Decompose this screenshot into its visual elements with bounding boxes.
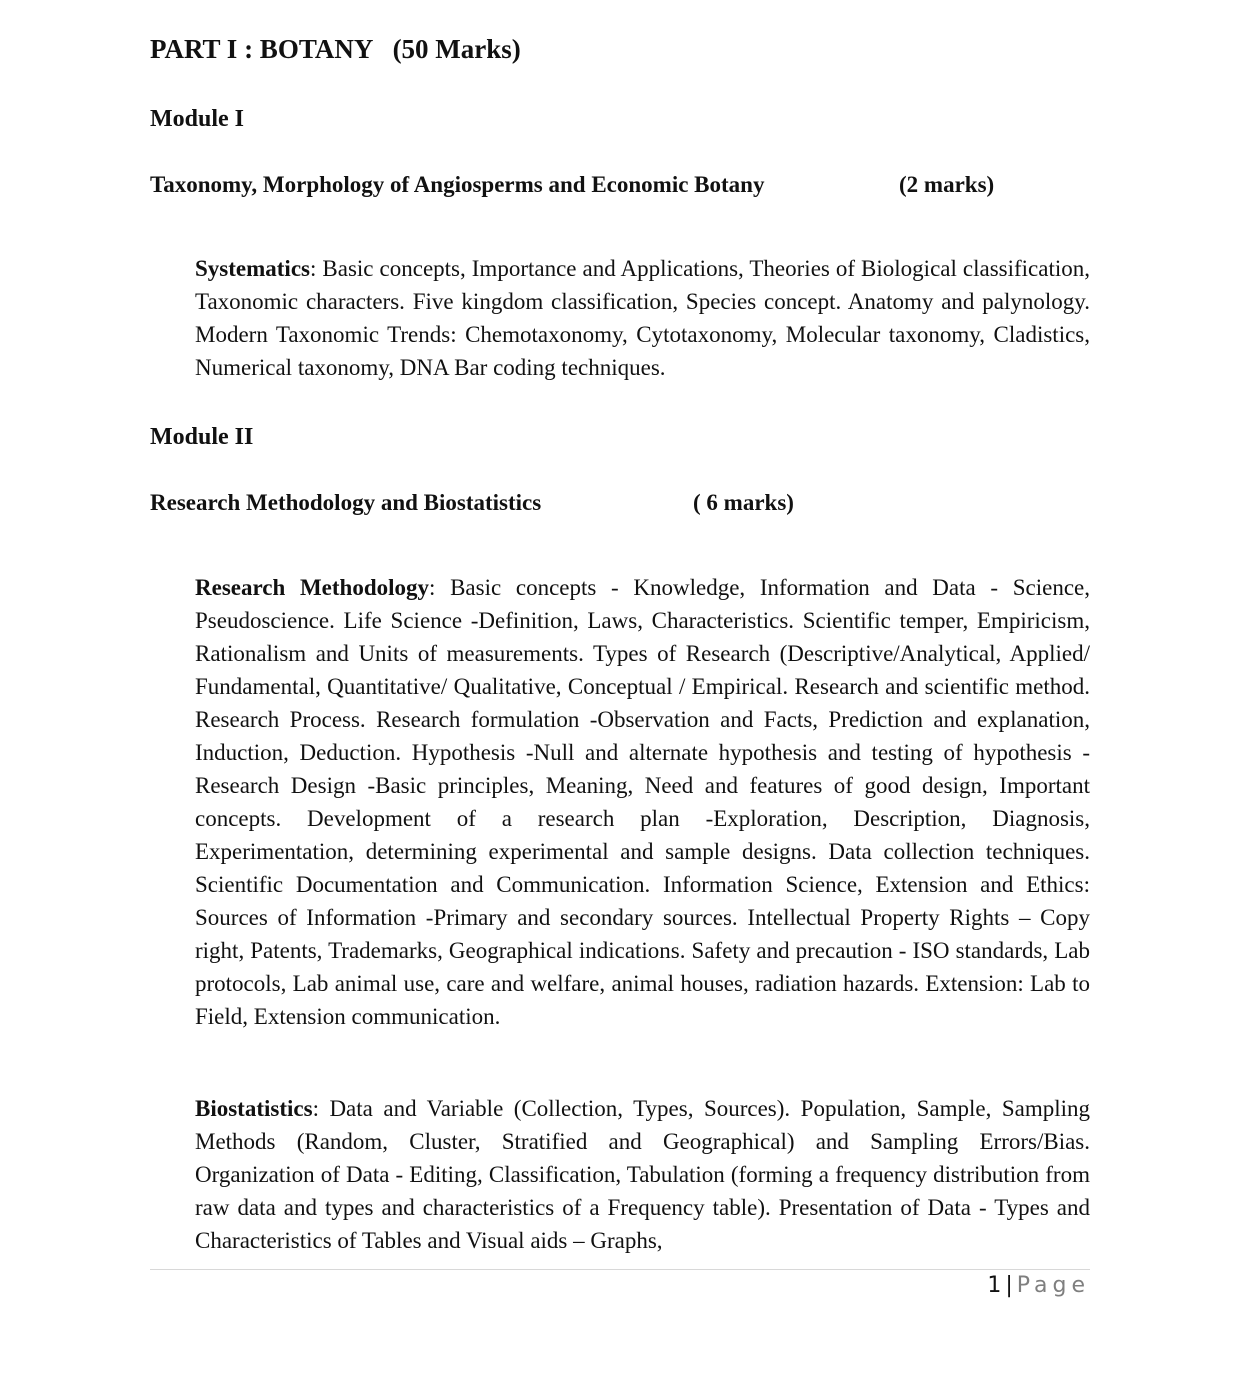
page-footer — [987, 1273, 1090, 1298]
research-methodology-lead: Research Methodology — [195, 575, 430, 600]
biostatistics-paragraph — [195, 1092, 1090, 1257]
footer-divider — [150, 1269, 1090, 1270]
page-number: 1 — [987, 1273, 1002, 1298]
footer-separator: | — [1005, 1273, 1013, 1298]
research-methodology-text: : Basic concepts - Knowledge, Information and Data - Science, Pseudoscience. Life Science -Definition, Laws, Characteristics. Scientific temper, Empiricism, Rationalism and Units of measurements. Types of Research (Descriptive/Analytical, Applied/ Fundamental, Quantitative/ Qualitative, Conceptual / Empirical. Research and scientific method. Research Process. Research formulation -Observation and Facts, Prediction and explanation, Induction, Deduction. Hypothesis -Null and alternate hypothesis and testing of hypothesis - Research Design -Basic principles, Meaning, Need and features of good design, Important concepts. Development of a research plan -Exploration, Description, Diagnosis, Experimentation, determining experimental and sample designs. Data collection techniques. Scientific Documentation and Communication. Information Science, Extension and Ethics: Sources of Information -Primary and secondary sources. Intellectual Property Rights – Copy right, Patents, Trademarks, Geographical indications. Safety and precaution - ISO standards, Lab protocols, Lab animal use, care and welfare, animal houses, radiation hazards. Extension: Lab to Field, Extension communication. — [195, 575, 1090, 1029]
module-2-title: Module II — [150, 424, 254, 450]
systematics-lead: Systematics — [195, 256, 310, 281]
module-2-marks: ( 6 marks) — [693, 490, 794, 515]
page-label: Page — [1016, 1273, 1090, 1298]
part-heading: PART I : BOTANY (50 Marks) — [150, 34, 521, 64]
research-methodology-paragraph — [195, 571, 1090, 1033]
module-1-topic-title: Taxonomy, Morphology of Angiosperms and Economic Botany — [150, 172, 765, 197]
module-1-title: Module I — [150, 106, 245, 132]
module-2-topic-title: Research Methodology and Biostatistics — [150, 490, 542, 515]
module-1-marks: (2 marks) — [899, 172, 995, 197]
module-1-topic — [150, 172, 1050, 198]
systematics-text: : Basic concepts, Importance and Applications, Theories of Biological classification, Taxonomic characters. Five kingdom classification, Species concept. Anatomy and palynology. Modern Taxonomic Trends: Chemotaxonomy, Cytotaxonomy, Molecular taxonomy, Cladistics, Numerical taxonomy, DNA Bar coding techniques. — [195, 256, 1090, 380]
module-2-topic — [150, 490, 1050, 516]
biostatistics-text: : Data and Variable (Collection, Types, Sources). Population, Sample, Sampling Methods (Random, Cluster, Stratified and Geographical) and Sampling Errors/Bias. Organization of Data - Editing, Classification, Tabulation (forming a frequency distribution from raw data and types and characteristics of a Frequency table). Presentation of Data - Types and Characteristics of Tables and Visual aids – Graphs, — [195, 1096, 1090, 1253]
systematics-paragraph — [195, 252, 1090, 384]
biostatistics-lead: Biostatistics — [195, 1096, 313, 1121]
